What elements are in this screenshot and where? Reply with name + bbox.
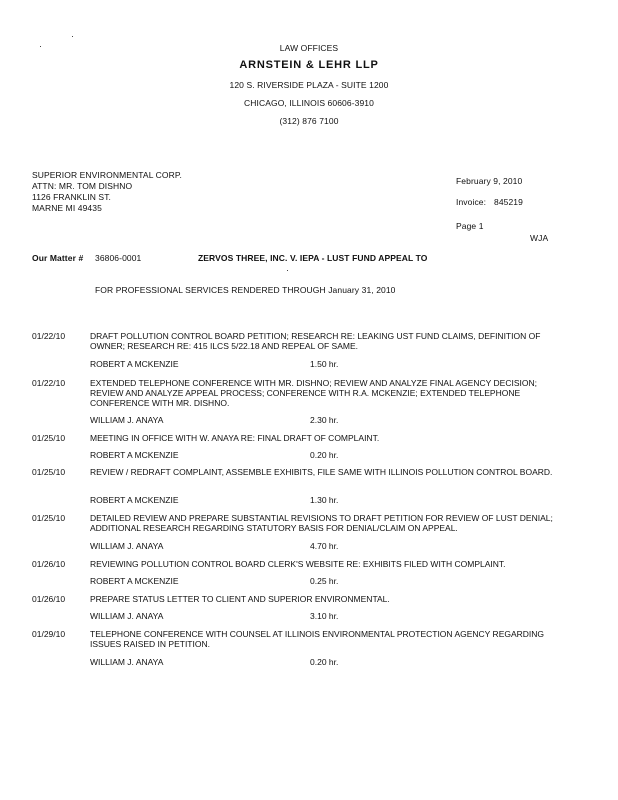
invoice-label: Invoice:	[456, 197, 487, 207]
entry-description: DETAILED REVIEW AND PREPARE SUBSTANTIAL REVISIONS TO DRAFT PETITION FOR REVIEW OF LUST DENIAL; ADDITIONAL RESEARCH REGARDING STATUTORY BASIS FOR DENIAL/CLAIM ON APPEAL.	[90, 513, 553, 533]
entry-date: 01/22/10	[32, 378, 66, 388]
client-attn: ATTN: MR. TOM DISHNO	[32, 181, 133, 191]
entry-date: 01/25/10	[32, 433, 66, 443]
entry-hours: 3.10 hr.	[310, 611, 339, 621]
entry-description: PREPARE STATUS LETTER TO CLIENT AND SUPERIOR ENVIRONMENTAL.	[90, 594, 390, 604]
entry-description: REVIEW / REDRAFT COMPLAINT, ASSEMBLE EXHIBITS, FILE SAME WITH ILLINOIS POLLUTION CONTROL BOARD.	[90, 467, 553, 477]
entry-date: 01/25/10	[32, 467, 66, 477]
entry-hours: 0.25 hr.	[310, 576, 339, 586]
entry-hours: 0.20 hr.	[310, 657, 339, 667]
firm-phone: (312) 876 7100	[279, 116, 339, 126]
entry-attorney: ROBERT A MCKENZIE	[90, 450, 179, 460]
entry-hours: 1.50 hr.	[310, 359, 339, 369]
entry-description: EXTENDED TELEPHONE CONFERENCE WITH MR. DISHNO; REVIEW AND ANALYZE FINAL AGENCY DECISION; REVIEW AND ANALYZE APPEAL PROCESS; CONFERENCE WITH R.A. MCKENZIE; EXTENDED TELEPHONE CONFERENCE WITH MR. DISHNO.	[90, 378, 537, 408]
scan-speck	[72, 36, 73, 37]
entry-date: 01/22/10	[32, 331, 66, 341]
entry-attorney: ROBERT A MCKENZIE	[90, 576, 179, 586]
entry-attorney: ROBERT A MCKENZIE	[90, 495, 179, 505]
client-city: MARNE MI 49435	[32, 203, 102, 213]
entry-hours: 4.70 hr.	[310, 541, 339, 551]
page-number: Page 1	[456, 221, 484, 231]
entry-hours: 2.30 hr.	[310, 415, 339, 425]
entry-description: MEETING IN OFFICE WITH W. ANAYA RE: FINAL DRAFT OF COMPLAINT.	[90, 433, 380, 443]
firm-city: CHICAGO, ILLINOIS 60606-3910	[244, 98, 374, 108]
entry-attorney: ROBERT A MCKENZIE	[90, 359, 179, 369]
attorney-initials: WJA	[530, 233, 549, 243]
entry-attorney: WILLIAM J. ANAYA	[90, 415, 164, 425]
entry-hours: 0.20 hr.	[310, 450, 339, 460]
entry-hours: 1.30 hr.	[310, 495, 339, 505]
matter-number: 36806-0001	[95, 253, 142, 263]
letterhead-top-line: LAW OFFICES	[279, 43, 339, 53]
entry-description: REVIEWING POLLUTION CONTROL BOARD CLERK'S WEBSITE RE: EXHIBITS FILED WITH COMPLAINT.	[90, 559, 506, 569]
entry-attorney: WILLIAM J. ANAYA	[90, 541, 164, 551]
invoice-number: 845219	[494, 197, 523, 207]
entry-attorney: WILLIAM J. ANAYA	[90, 611, 164, 621]
scan-speck	[287, 270, 288, 271]
invoice-date: February 9, 2010	[456, 176, 523, 186]
entry-description: DRAFT POLLUTION CONTROL BOARD PETITION; RESEARCH RE: LEAKING UST FUND CLAIMS, DEFINITION OF OWNER; RESEARCH RE: 415 ILCS 5/22.18 AND REPEAL OF SAME.	[90, 331, 541, 351]
entry-date: 01/29/10	[32, 629, 66, 639]
entry-date: 01/26/10	[32, 559, 66, 569]
entry-date: 01/25/10	[32, 513, 66, 523]
firm-name: ARNSTEIN & LEHR LLP	[239, 59, 379, 71]
entry-attorney: WILLIAM J. ANAYA	[90, 657, 164, 667]
entry-date: 01/26/10	[32, 594, 66, 604]
client-name: SUPERIOR ENVIRONMENTAL CORP.	[32, 170, 183, 180]
matter-title: ZERVOS THREE, INC. V. IEPA - LUST FUND APPEAL TO	[198, 253, 428, 263]
matter-label: Our Matter #	[32, 253, 84, 263]
client-street: 1126 FRANKLIN ST.	[32, 192, 112, 202]
entry-description: TELEPHONE CONFERENCE WITH COUNSEL AT ILLINOIS ENVIRONMENTAL PROTECTION AGENCY REGARDING ISSUES RAISED IN PETITION.	[90, 629, 545, 649]
firm-address: 120 S. RIVERSIDE PLAZA - SUITE 1200	[229, 80, 389, 90]
services-line: FOR PROFESSIONAL SERVICES RENDERED THROUGH January 31, 2010	[95, 285, 396, 295]
